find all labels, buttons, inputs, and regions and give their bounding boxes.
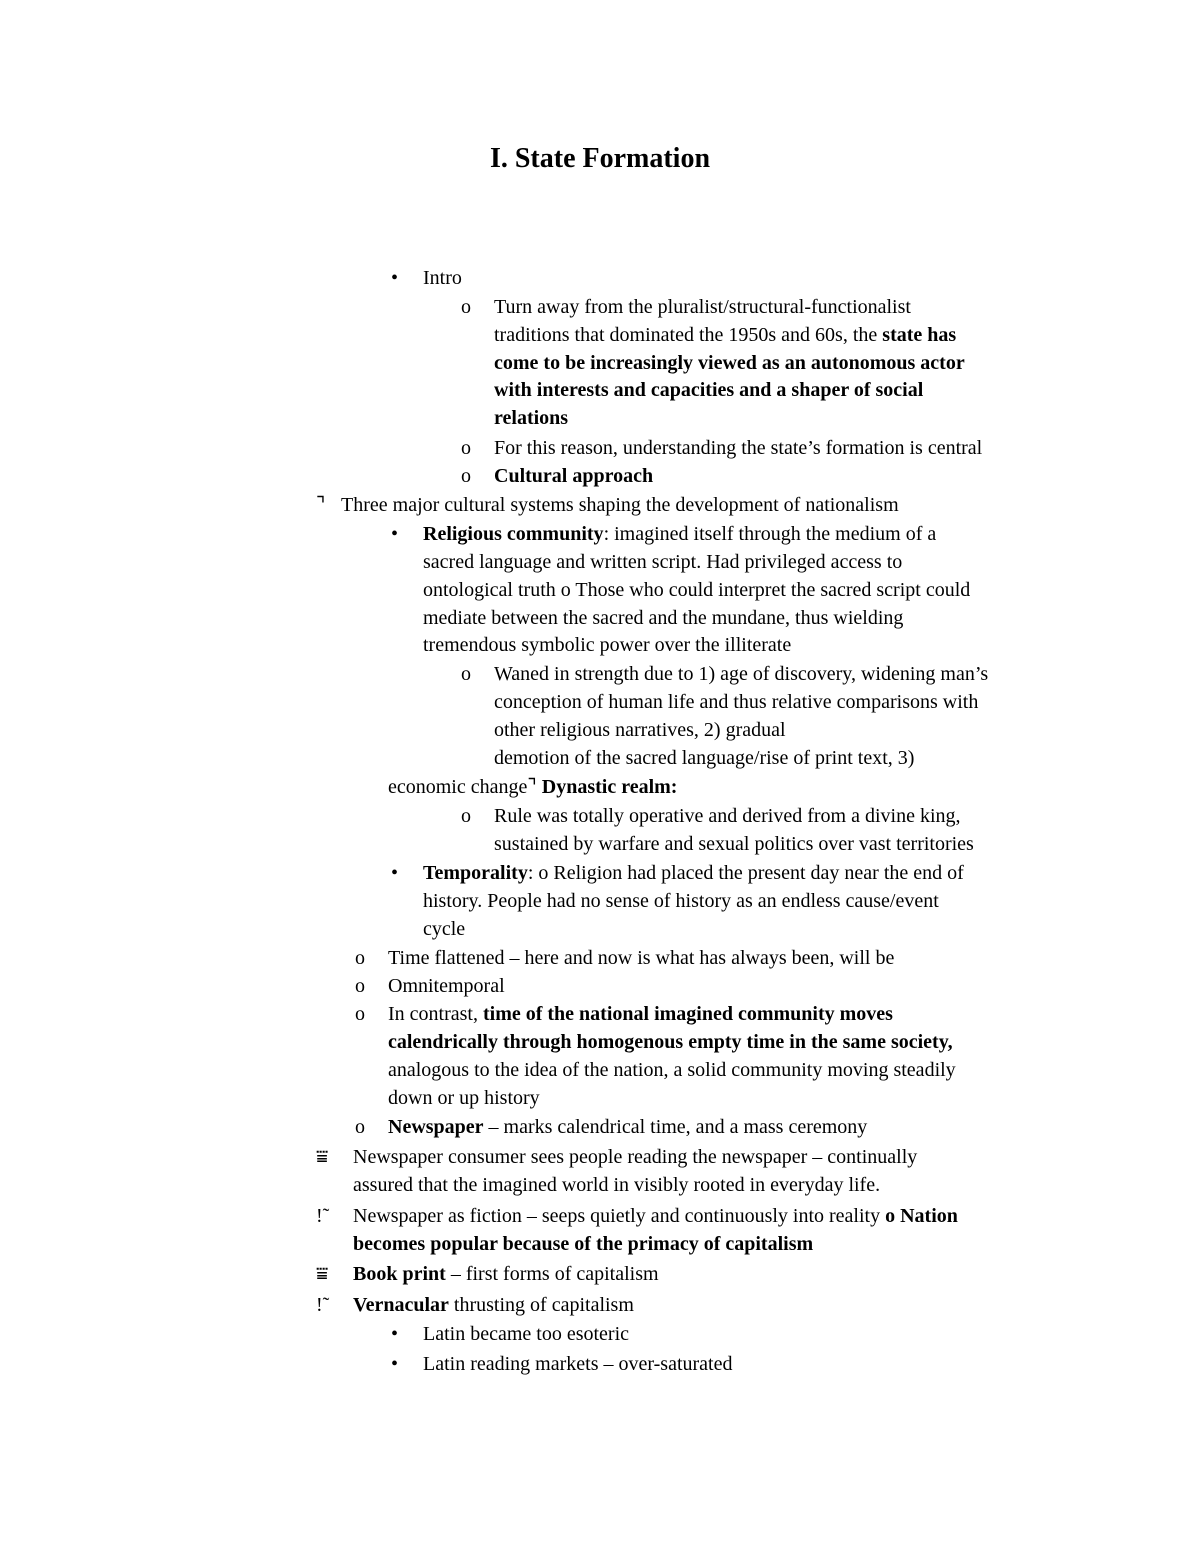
corner-marker: ⌝ — [316, 494, 326, 516]
arrow-marker: ⩸ — [316, 1263, 329, 1285]
text-line: ontological truth o Those who could interpret the sacred script could — [423, 579, 971, 601]
text-line: Newspaper – marks calendrical time, and a mass ceremony — [388, 1116, 868, 1138]
text-line: Newspaper consumer sees people reading the newspaper – continually — [353, 1146, 918, 1168]
text-line: Book print – first forms of capitalism — [353, 1263, 659, 1285]
text-line: For this reason, understanding the state’s formation is central — [494, 437, 983, 459]
text-line: sacred language and written script. Had privileged access to — [423, 551, 903, 573]
text-line: Latin became too esoteric — [423, 1323, 630, 1345]
bullet-marker: • — [391, 862, 399, 884]
text-line: Turn away from the pluralist/structural-functionalist — [494, 296, 911, 318]
text-line: Waned in strength due to 1) age of discovery, widening man’s — [494, 663, 989, 685]
sub-bullet-marker: o — [355, 1003, 365, 1025]
bullet-marker: • — [391, 267, 399, 289]
text-line: with interests and capacities and a shaper of social — [494, 379, 924, 401]
sub-bullet-marker: o — [355, 947, 365, 969]
text-line: Cultural approach — [494, 465, 654, 487]
text-line: conception of human life and thus relative comparisons with — [494, 691, 979, 713]
text-line: relations — [494, 407, 569, 429]
sub-bullet-marker: o — [461, 663, 471, 685]
bullet-marker: • — [391, 1323, 399, 1345]
text-line: Three major cultural systems shaping the development of nationalism — [341, 494, 899, 516]
text-line: history. People had no sense of history as an endless cause/event — [423, 890, 939, 912]
text-line: Newspaper as fiction – seeps quietly and continuously into reality o Nation — [353, 1205, 958, 1227]
text-line: other religious narratives, 2) gradual — [494, 719, 786, 741]
text-line: Omnitemporal — [388, 975, 505, 997]
text-line: cycle — [423, 918, 466, 940]
text-line: down or up history — [388, 1087, 540, 1109]
text-line: In contrast, time of the national imagined community moves — [388, 1003, 893, 1025]
text-line: tremendous symbolic power over the illiterate — [423, 634, 792, 656]
arrow-marker: ⩸ — [316, 1146, 329, 1168]
text-line: Rule was totally operative and derived from a divine king, — [494, 805, 961, 827]
text-line: Time flattened – here and now is what has always been, will be — [388, 947, 895, 969]
text-line: come to be increasingly viewed as an autonomous actor — [494, 352, 965, 374]
sub-bullet-marker: o — [461, 465, 471, 487]
text-line: analogous to the idea of the nation, a solid community moving steadily — [388, 1059, 956, 1081]
sub-bullet-marker: o — [461, 296, 471, 318]
sub-bullet-marker: o — [461, 437, 471, 459]
sub-bullet-marker: o — [355, 975, 365, 997]
text-line: assured that the imagined world in visibly rooted in everyday life. — [353, 1174, 881, 1196]
text-line: Vernacular thrusting of capitalism — [353, 1294, 634, 1316]
corner-marker: ⌝ — [527, 776, 537, 798]
text-line: calendrically through homogenous empty time in the same society, — [388, 1031, 953, 1053]
text-line: sustained by warfare and sexual politics over vast territories — [494, 833, 974, 855]
text-line: Latin reading markets – over-saturated — [423, 1353, 733, 1375]
sub-bullet-marker: o — [461, 805, 471, 827]
list-item-intro: Intro — [423, 267, 462, 289]
bullet-marker: • — [391, 523, 399, 545]
text-line: demotion of the sacred language/rise of print text, 3) — [494, 747, 915, 769]
text-line: Temporality: o Religion had placed the present day near the end of — [423, 862, 964, 884]
text-line: traditions that dominated the 1950s and 60s, the state has — [494, 324, 957, 346]
sub-bullet-marker: o — [355, 1116, 365, 1138]
text-line: Religious community: imagined itself through the medium of a — [423, 523, 937, 545]
text-line: mediate between the sacred and the mundane, thus wielding — [423, 607, 904, 629]
bullet-marker: • — [391, 1353, 399, 1375]
text-line: economic change⌝ Dynastic realm: — [388, 776, 678, 798]
text-line: becomes popular because of the primacy of capitalism — [353, 1233, 814, 1255]
arrow-marker: !̃ — [316, 1294, 323, 1316]
page-title: I. State Formation — [489, 143, 711, 174]
arrow-marker: !̃ — [316, 1205, 323, 1227]
